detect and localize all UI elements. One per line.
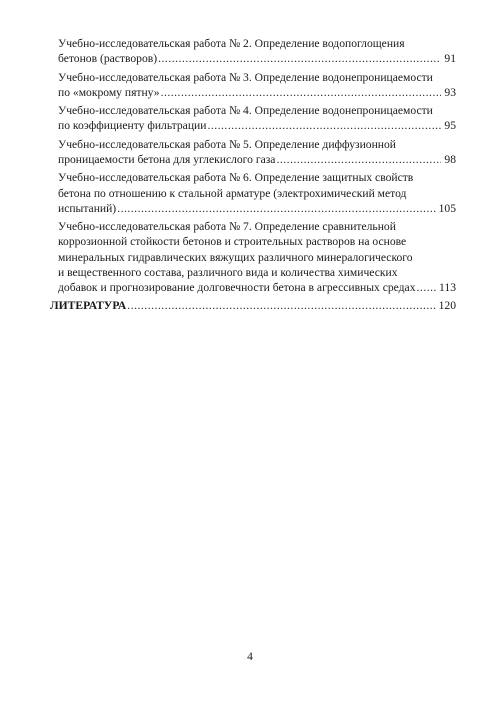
toc-entry-work-7 <box>50 219 456 295</box>
toc-entry-last-line <box>50 298 456 313</box>
toc-entry-title-line: бетона по отношению к стальной арматуре (электрохимический метод <box>58 186 407 200</box>
toc-entry-title-line: Учебно-исследовательская работа № 2. Определение водопоглощения <box>58 37 405 50</box>
toc-entry-title-end: по «мокрому пятну» <box>58 85 160 99</box>
toc-entry-page-number: 113 <box>439 280 456 294</box>
toc-entry-last-line <box>58 118 456 133</box>
toc-entry-last-line <box>58 51 456 66</box>
page-number: 4 <box>247 651 253 663</box>
toc-entry-title-line: Учебно-исследовательская работа № 6. Определение защитных свойств <box>58 171 414 185</box>
toc-entry-title-line: коррозионной стойкости бетонов и строительных растворов на основе <box>58 235 407 249</box>
toc-entry-last-line <box>58 201 456 216</box>
dot-leader <box>276 152 441 167</box>
toc-entry-work-6 <box>50 170 456 216</box>
toc-entry-title-end: по коэффициенту фильтрации <box>58 119 207 133</box>
toc-entry-page-number: 93 <box>444 85 456 99</box>
dot-leader <box>207 118 441 133</box>
dot-leader <box>117 201 435 216</box>
toc-entry-page-number: 95 <box>444 119 456 133</box>
toc-entry-page-number: 91 <box>444 52 456 66</box>
toc-entry-title-end: добавок и прогнозирование долговечности бетона в агрессивных средах <box>58 280 416 294</box>
toc-entry-title-end: бетонов (растворов) <box>58 52 158 66</box>
toc-entry-title-end: испытаний) <box>58 201 117 215</box>
toc-entry-last-line <box>58 280 456 295</box>
toc-entry-title-line: Учебно-исследовательская работа № 4. Определение водонепроницаемости <box>58 104 433 118</box>
toc-entry-title-line: Учебно-исследовательская работа № 5. Определение диффузионной <box>58 137 396 151</box>
toc-entry-title-end: проницаемости бетона для углекислого газа <box>58 152 276 166</box>
toc-entry-last-line <box>58 152 456 167</box>
toc-entry-page-number: 120 <box>438 299 456 313</box>
toc-entry-page-number: 98 <box>444 152 456 166</box>
toc-entry-title-line: Учебно-исследовательская работа № 7. Определение сравнительной <box>58 220 396 234</box>
toc-entry-last-line <box>58 85 456 100</box>
dot-leader <box>161 85 442 100</box>
dot-leader <box>158 51 441 66</box>
dot-leader <box>127 298 435 313</box>
table-of-contents <box>50 36 456 317</box>
toc-entry-title-line: минеральных гидравлических вяжущих различного минералогического <box>58 250 413 264</box>
toc-entry-work-5 <box>50 137 456 167</box>
toc-entry-work-3 <box>50 70 456 100</box>
toc-entry-work-2 <box>50 36 456 66</box>
toc-heading-literature: ЛИТЕРАТУРА <box>50 299 127 313</box>
toc-entry-literature <box>50 298 456 313</box>
dot-leader <box>417 280 437 295</box>
toc-entry-page-number: 105 <box>438 201 456 215</box>
toc-entry-title-line: Учебно-исследовательская работа № 3. Определение водонепроницаемости <box>58 70 433 84</box>
toc-entry-title-line: и вещественного состава, различного вида и количества химических <box>58 265 398 279</box>
toc-entry-work-4 <box>50 103 456 133</box>
